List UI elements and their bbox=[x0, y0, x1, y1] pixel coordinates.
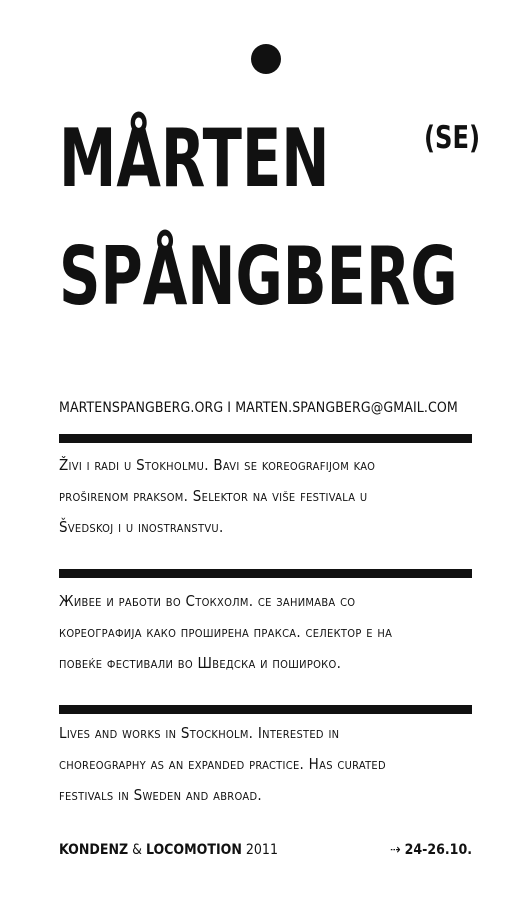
divider-bar bbox=[59, 434, 472, 443]
bio-line: Lives and works in Stockholm. Interested in bbox=[59, 724, 340, 742]
festival-year: 2011 bbox=[245, 842, 278, 858]
ampersand: & bbox=[132, 842, 142, 858]
date-range: 24-26.10. bbox=[404, 842, 472, 858]
bio-line: кореографија како проширена пракса. селектор е на bbox=[59, 623, 393, 641]
artist-name-line1: MÅRTEN bbox=[59, 112, 330, 205]
org-kondenz: KONDENZ bbox=[59, 842, 129, 858]
artist-name-line2: SPÅNGBERG bbox=[59, 230, 458, 323]
country-code: (SE) bbox=[424, 120, 481, 156]
artist-name bbox=[59, 100, 458, 336]
contact-line: MARTENSPANGBERG.ORG I MARTEN.SPANGBERG@GMAIL.COM bbox=[59, 400, 458, 416]
bio-line: Живее и работи во Стокхолм. се занимава со bbox=[59, 592, 356, 610]
bio-line: повеќе фестивали во Шведска и пошироко. bbox=[59, 654, 342, 672]
footer-organizers bbox=[59, 842, 278, 858]
org-locomotion: LOCOMOTION bbox=[145, 842, 242, 858]
arrow-right-icon: ⇢ bbox=[390, 842, 401, 858]
bio-serbian bbox=[59, 450, 479, 543]
divider-bar bbox=[59, 569, 472, 578]
punch-hole bbox=[251, 44, 281, 74]
bio-english bbox=[59, 718, 479, 811]
bio-macedonian bbox=[59, 586, 479, 679]
bio-line: Živi i radi u Stokholmu. Bavi se koreografijom kao bbox=[59, 456, 376, 474]
bio-line: Švedskoj i u inostranstvu. bbox=[59, 518, 224, 536]
divider-bar bbox=[59, 705, 472, 714]
footer-dates bbox=[390, 842, 472, 858]
bio-line: proširenom praksom. Selektor na više festivala u bbox=[59, 487, 368, 505]
bio-line: choreography as an expanded practice. Has curated bbox=[59, 755, 386, 773]
bio-line: festivals in Sweden and abroad. bbox=[59, 786, 262, 804]
